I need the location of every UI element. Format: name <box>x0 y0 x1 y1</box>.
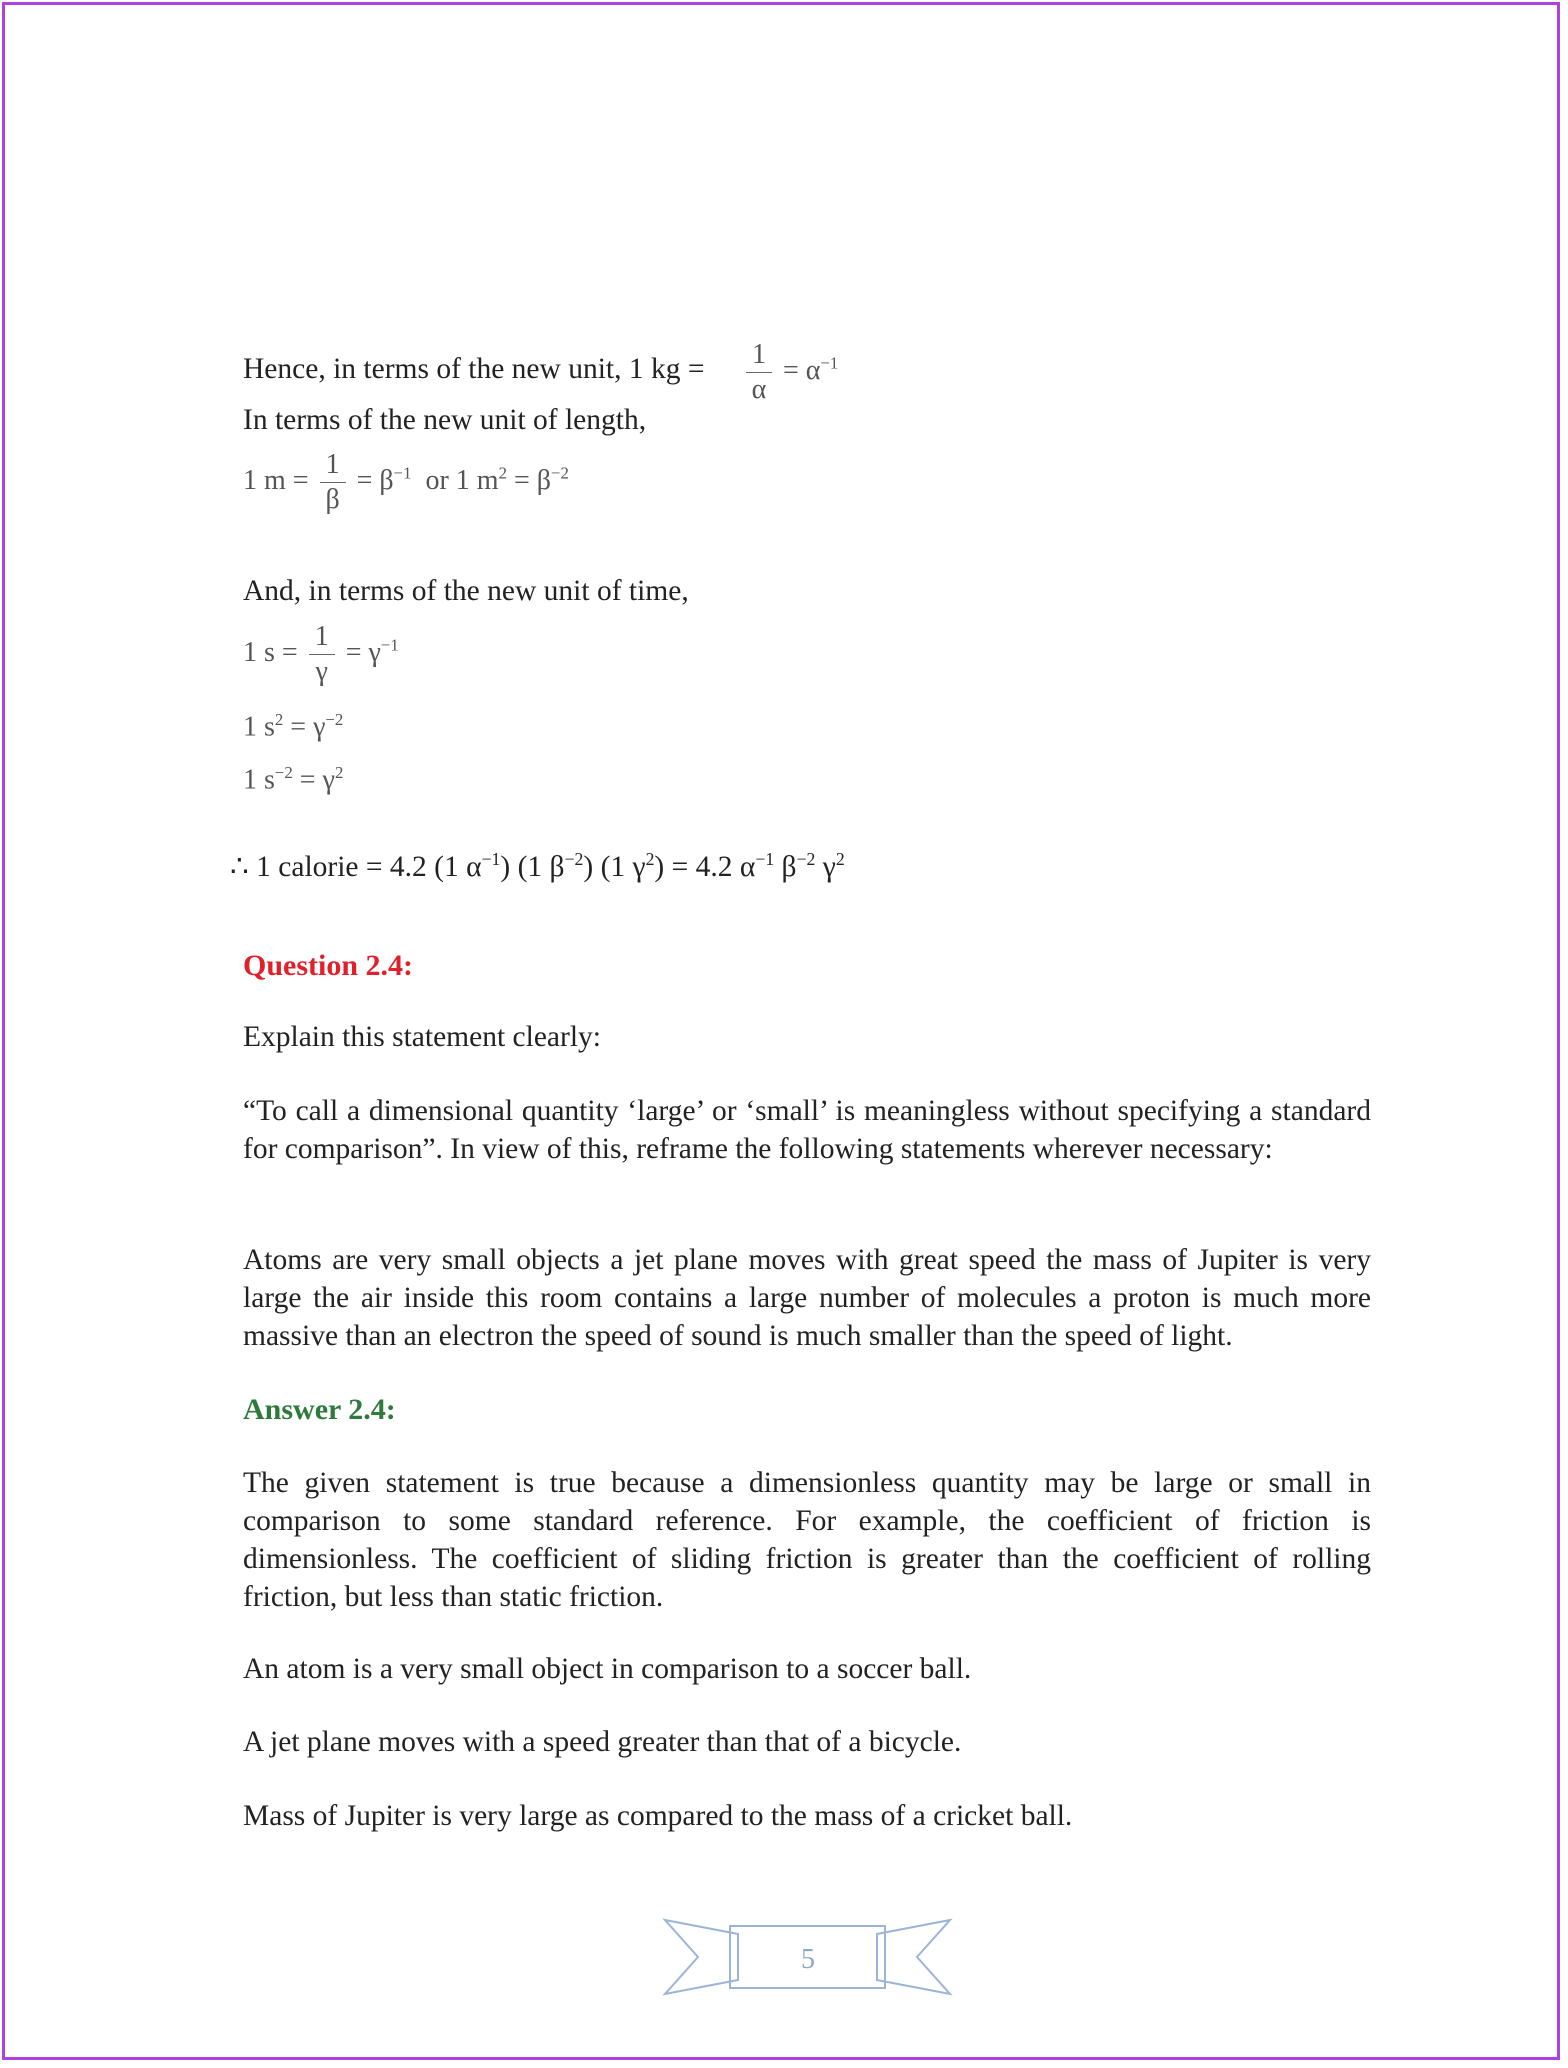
kg-conversion-text: Hence, in terms of the new unit, 1 kg = <box>243 353 705 385</box>
answer-heading: Answer 2.4: <box>243 1393 396 1426</box>
answer-paragraph-4: Mass of Jupiter is very large as compared to the mass of a cricket ball. <box>243 1800 1073 1832</box>
calorie-exp: −2 <box>564 849 584 869</box>
kg-conversion-line <box>243 355 705 385</box>
sm2-rhs-exponent: 2 <box>334 763 344 782</box>
s2-rhs-exponent: −2 <box>325 710 344 729</box>
calorie-part: ) (1 β <box>500 850 565 883</box>
m-or: or 1 m <box>425 464 499 496</box>
m2-rhs: = β <box>513 464 552 496</box>
length-intro: In terms of the new unit of length, <box>243 404 647 436</box>
calorie-part: β <box>774 850 797 883</box>
kg-fraction-denominator: α <box>751 374 767 405</box>
question-statements: Atoms are very small objects a jet plane moves with great speed the mass of Jupiter is very large the air inside this room contains a large number of molecules a proton is much more massive than an electron the speed of sound is much smaller than the speed of light. <box>243 1244 1371 1352</box>
answer-paragraph-3: A jet plane moves with a speed greater than that of a bicycle. <box>243 1726 962 1758</box>
s-equation <box>243 620 399 689</box>
m2-rhs-exponent: −2 <box>551 463 569 483</box>
sm2-lhs: 1 s <box>243 764 275 796</box>
calorie-part: ) = 4.2 α <box>654 850 756 883</box>
kg-rhs: = α <box>783 354 821 386</box>
s-rhs-exponent: −1 <box>380 635 399 655</box>
question-heading: Question 2.4: <box>243 949 414 982</box>
s-fraction <box>309 620 335 689</box>
m-rhs-exponent: −1 <box>393 463 412 483</box>
length-equation <box>243 448 569 517</box>
s2-lhs: 1 s <box>243 711 275 743</box>
sm2-exponent: −2 <box>274 763 293 782</box>
time-intro: And, in terms of the new unit of time, <box>243 575 689 607</box>
m-lhs: 1 m = <box>243 464 309 496</box>
m-fraction-denominator: β <box>325 484 340 515</box>
kg-equation <box>742 338 838 407</box>
calorie-part: ∴ 1 calorie = 4.2 (1 α <box>230 850 482 883</box>
answer-paragraph-1: The given statement is true because a dimensionless quantity may be large or small in comparison to some standard reference. For example, the coefficient of friction is dimensionless. The coefficient of sliding friction is greater than the coefficient of rolling friction, but less than static friction. <box>243 1467 1371 1613</box>
sm2-equation <box>243 765 343 794</box>
calorie-exp: −1 <box>755 849 775 869</box>
answer-paragraph-2: An atom is a very small object in comparison to a soccer ball. <box>243 1653 972 1685</box>
calorie-part: ) (1 γ <box>583 850 646 883</box>
calorie-exp: −1 <box>481 849 501 869</box>
calorie-exp: 2 <box>835 849 845 869</box>
page-number: 5 <box>801 1944 815 1975</box>
calorie-exp: −2 <box>796 849 816 869</box>
m-fraction-numerator: 1 <box>320 448 346 483</box>
s-fraction-denominator: γ <box>315 656 328 687</box>
kg-fraction-numerator: 1 <box>746 338 772 373</box>
kg-rhs-exponent: −1 <box>820 353 839 373</box>
m-fraction <box>320 448 346 517</box>
calorie-exp: 2 <box>645 849 655 869</box>
question-quote: “To call a dimensional quantity ‘large’ or ‘small’ is meaningless without specifying a standard for comparison”. In view of this, reframe the following statements wherever necessary: <box>243 1095 1371 1165</box>
question-intro: Explain this statement clearly: <box>243 1021 601 1053</box>
s2-exponent: 2 <box>274 710 284 729</box>
s-fraction-numerator: 1 <box>309 620 335 655</box>
m-rhs: = β <box>356 464 394 496</box>
s2-rhs: = γ <box>290 711 326 743</box>
sm2-rhs: = γ <box>299 764 335 796</box>
s-lhs: 1 s = <box>243 636 298 668</box>
calorie-part: γ <box>815 850 836 883</box>
s2-equation <box>243 712 343 741</box>
kg-fraction <box>746 338 772 407</box>
m2-exponent: 2 <box>498 463 507 483</box>
calorie-result <box>230 851 845 882</box>
s-rhs: = γ <box>345 636 381 668</box>
